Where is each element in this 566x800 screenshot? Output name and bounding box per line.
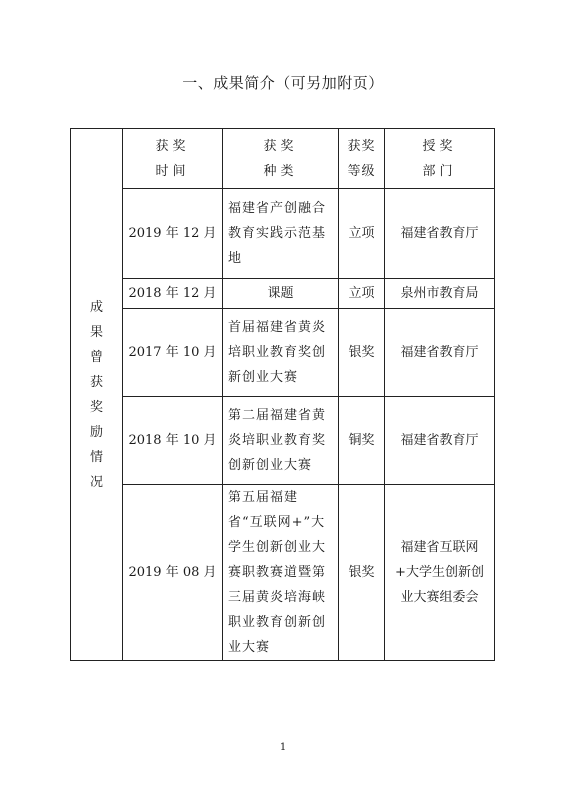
page-number: 1	[279, 742, 287, 753]
section-label-char: 奖	[89, 399, 103, 415]
award-time: 2018 年 12 月	[123, 279, 223, 309]
column-header-line: 部门	[422, 163, 457, 179]
column-header-line: 获奖	[263, 138, 298, 154]
award-time: 2018 年 10 月	[123, 397, 223, 485]
column-header-type	[223, 129, 339, 189]
column-header-line: 获奖	[347, 138, 376, 154]
award-type: 第二届福建省黄炎培职业教育奖创新创业大赛	[223, 397, 339, 485]
section-label-char: 情	[89, 449, 103, 465]
table-row	[71, 309, 495, 397]
column-header-line: 授奖	[422, 138, 457, 154]
award-level: 铜奖	[339, 397, 385, 485]
page-title: 一、成果简介（可另加附页）	[182, 74, 384, 92]
column-header-level	[339, 129, 385, 189]
column-header-line: 等级	[347, 163, 376, 179]
column-header-line: 时间	[155, 163, 190, 179]
award-type: 福建省产创融合教育实践示范基地	[223, 189, 339, 279]
award-dept: 泉州市教育局	[385, 279, 495, 309]
award-level: 银奖	[339, 309, 385, 397]
award-time: 2017 年 10 月	[123, 309, 223, 397]
section-label-char: 果	[89, 324, 103, 340]
award-type: 第五届福建省“互联网+”大学生创新创业大赛职教赛道暨第三届黄炎培海峡职业教育创新创业大赛	[223, 485, 339, 661]
section-label-char: 况	[89, 474, 103, 490]
column-header-dept	[385, 129, 495, 189]
award-dept: 福建省教育厅	[385, 309, 495, 397]
award-level: 立项	[339, 279, 385, 309]
section-label-char: 曾	[89, 349, 103, 365]
award-dept: 福建省教育厅	[385, 397, 495, 485]
table-row	[71, 189, 495, 279]
table-row	[71, 279, 495, 309]
section-label-char: 获	[89, 374, 103, 390]
award-dept: 福建省教育厅	[385, 189, 495, 279]
table-row	[71, 485, 495, 661]
section-label-char: 成	[89, 299, 103, 315]
award-level: 银奖	[339, 485, 385, 661]
award-level: 立项	[339, 189, 385, 279]
table-row	[71, 397, 495, 485]
award-time: 2019 年 12 月	[123, 189, 223, 279]
column-header-line: 种类	[263, 163, 298, 179]
award-dept: 福建省互联网+大学生创新创业大赛组委会	[385, 485, 495, 661]
award-type: 首届福建省黄炎培职业教育奖创新创业大赛	[223, 309, 339, 397]
section-label-cell	[71, 129, 123, 661]
awards-table	[70, 128, 495, 661]
column-header-line: 获奖	[155, 138, 190, 154]
award-type: 课题	[223, 279, 339, 309]
column-header-time	[123, 129, 223, 189]
header-row	[71, 129, 495, 189]
section-label-char: 励	[89, 424, 103, 440]
award-time: 2019 年 08 月	[123, 485, 223, 661]
